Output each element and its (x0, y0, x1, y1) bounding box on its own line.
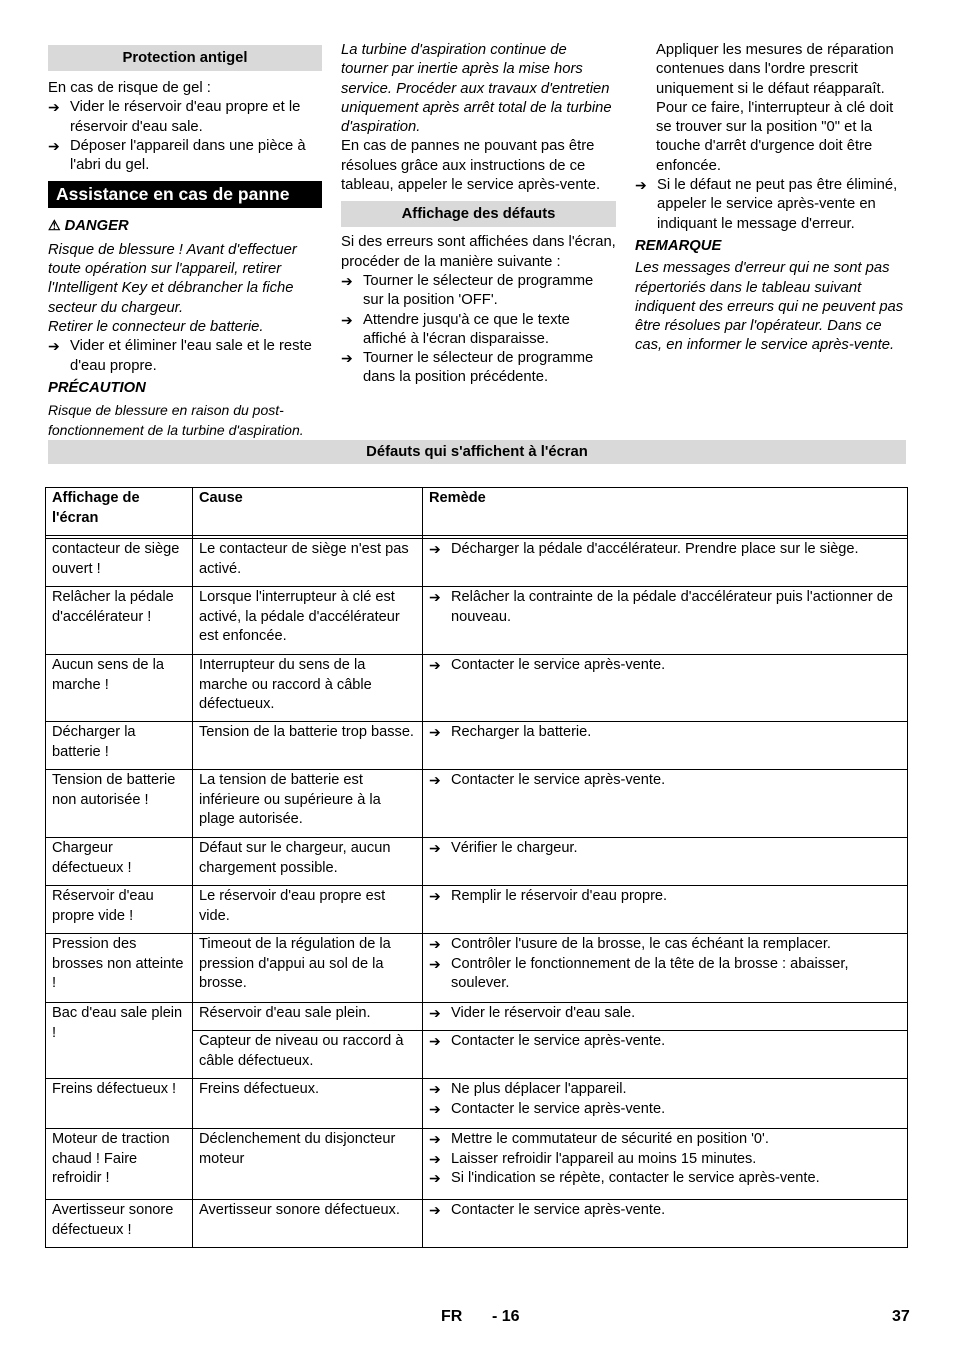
cell-cause: Le réservoir d'eau propre est vide. (193, 886, 423, 934)
header-remedy: Remède (423, 488, 908, 536)
frost-intro: En cas de risque de gel : (48, 80, 211, 96)
service-text: En cas de pannes ne pouvant pas être résolues grâce aux instructions de ce tableau, appeler le service après-vente. (341, 138, 601, 194)
cell-remedy: ➔ Recharger la batterie. (423, 722, 908, 770)
cell-remedy: ➔ Relâcher la contrainte de la pédale d'accélérateur puis l'actionner de nouveau. (423, 587, 908, 655)
cell-display: Avertisseur sonore défectueux ! (46, 1200, 193, 1248)
table-row (46, 1079, 908, 1129)
arrow-icon: ➔ (341, 272, 353, 289)
note-text: Les messages d'erreur qui ne sont pas répertoriés dans le tableau suivant indiquent des erreurs qui ne peuvent pas être résolues par l'opérateur. Dans ce cas, en informer le service après-vente. (635, 260, 904, 354)
column-left (48, 40, 322, 440)
header-display: Affichage de l'écran (46, 488, 193, 536)
arrow-icon: ➔ (429, 589, 441, 605)
arrow-icon: ➔ (429, 657, 441, 673)
cell-cause: Avertisseur sonore défectueux. (193, 1200, 423, 1248)
cell-cause: Le contacteur de siège n'est pas activé. (193, 539, 423, 587)
display-intro: Si des erreurs sont affichées dans l'écran, procéder de la manière suivante : (341, 234, 616, 270)
faults-table (45, 487, 908, 1248)
assistance-heading: Assistance en cas de panne (48, 181, 322, 208)
table-row (46, 722, 908, 770)
cell-cause: Lorsque l'interrupteur à clé est activé, la pédale d'accélérateur est enfoncée. (193, 587, 423, 655)
cell-cause: Déclenchement du disjoncteur moteur (193, 1129, 423, 1200)
arrow-icon: ➔ (341, 350, 353, 367)
table-row (46, 934, 908, 1003)
cell-remedy: ➔ Contacter le service après-vente. (423, 655, 908, 722)
column-right (635, 40, 907, 356)
cell-cause: Tension de la batterie trop basse. (193, 722, 423, 770)
arrow-icon: ➔ (429, 955, 441, 972)
arrow-icon: ➔ (429, 1081, 441, 1097)
cell-cause: Défaut sur le chargeur, aucun chargement possible. (193, 838, 423, 886)
cell-cause: La tension de batterie est inférieure ou supérieure à la plage autorisée. (193, 770, 423, 838)
cell-remedy: ➔ Ne plus déplacer l'appareil. ➔ Contacter le service après-vente. (423, 1079, 908, 1129)
cell-display: Bac d'eau sale plein ! (46, 1003, 193, 1079)
cell-remedy: ➔ Contacter le service après-vente. (423, 770, 908, 838)
cell-cause: Capteur de niveau ou raccord à câble défectueux. (193, 1031, 423, 1079)
arrow-icon: ➔ (429, 1170, 441, 1186)
cell-display: Pression des brosses non atteinte ! (46, 934, 193, 1003)
danger-heading: ⚠ DANGER (48, 217, 129, 235)
table-row (46, 1129, 908, 1200)
cell-remedy: ➔ Contacter le service après-vente. (423, 1200, 908, 1248)
arrow-icon: ➔ (48, 338, 60, 355)
arrow-icon: ➔ (429, 772, 441, 788)
cell-cause: Interrupteur du sens de la marche ou raccord à câble défectueux. (193, 655, 423, 722)
table-row (46, 655, 908, 722)
cell-remedy: ➔ Remplir le réservoir d'eau propre. (423, 886, 908, 934)
frost-step-2: ➔ Déposer l'appareil dans une pièce à l'abri du gel. (48, 137, 306, 174)
cell-display: Relâcher la pédale d'accélérateur ! (46, 587, 193, 655)
display-step-3: ➔ Tourner le sélecteur de programme dans la position précédente. (341, 350, 594, 386)
caution-text: Risque de blessure en raison du post-fonctionnement de la turbine d'aspiration. (48, 402, 304, 438)
arrow-icon: ➔ (429, 1033, 441, 1049)
faults-table-heading: Défauts qui s'affichent à l'écran (48, 440, 906, 464)
display-step-2: ➔ Attendre jusqu'à ce que le texte affiché à l'écran disparaisse. (341, 311, 570, 347)
cell-display: Tension de batterie non autorisée ! (46, 770, 193, 838)
danger-step: ➔ Vider et éliminer l'eau sale et le reste d'eau propre. (48, 338, 312, 374)
footer-page-number: 37 (892, 1308, 910, 1325)
cell-cause: Timeout de la régulation de la pression d'appui au sol de la brosse. (193, 934, 423, 1003)
cell-remedy: ➔ Décharger la pédale d'accélérateur. Prendre place sur le siège. (423, 539, 908, 587)
footer-lang: FR (441, 1308, 463, 1325)
cell-display: contacteur de siège ouvert ! (46, 539, 193, 587)
arrow-icon: ➔ (429, 541, 441, 557)
repair-step: ➔ Si le défaut ne peut pas être éliminé, appeler le service après-vente en indiquant le message d'erreur. (635, 177, 898, 232)
cell-remedy: ➔ Mettre le commutateur de sécurité en position '0'. ➔ Laisser refroidir l'appareil au moins 15 minutes. ➔ Si l'indication se répète, contacter le service après-vente. (423, 1129, 908, 1200)
display-step-1: ➔ Tourner le sélecteur de programme sur la position 'OFF'. (341, 272, 594, 309)
cell-cause: Freins défectueux. (193, 1079, 423, 1129)
arrow-icon: ➔ (48, 99, 60, 116)
cell-cause: Réservoir d'eau sale plein. (193, 1003, 423, 1031)
column-middle (341, 40, 616, 388)
arrow-icon: ➔ (429, 1202, 441, 1218)
table-row (46, 1200, 908, 1248)
cell-display: Décharger la batterie ! (46, 722, 193, 770)
arrow-icon: ➔ (429, 1150, 441, 1167)
cell-display: Aucun sens de la marche ! (46, 655, 193, 722)
danger-text-2: Retirer le connecteur de batterie. (48, 318, 264, 335)
arrow-icon: ➔ (429, 888, 441, 904)
table-row (46, 886, 908, 934)
arrow-icon: ➔ (429, 1100, 441, 1117)
cell-display: Chargeur défectueux ! (46, 838, 193, 886)
footer-section-page: - 16 (492, 1308, 520, 1325)
arrow-icon: ➔ (429, 1131, 441, 1147)
turbine-note: La turbine d'aspiration continue de tourner par inertie après la mise hors service. Procéder aux travaux d'entretien uniquement après arrêt total de la turbine d'aspiration. (341, 42, 612, 136)
note-heading: REMARQUE (635, 237, 722, 254)
cell-display: Moteur de traction chaud ! Faire refroidir ! (46, 1129, 193, 1200)
arrow-icon: ➔ (635, 177, 647, 194)
arrow-icon: ➔ (429, 840, 441, 856)
display-faults-heading: Affichage des défauts (341, 201, 616, 227)
arrow-icon: ➔ (48, 137, 60, 154)
cell-remedy: ➔ Contrôler l'usure de la brosse, le cas échéant la remplacer. ➔ Contrôler le fonctionnement de la tête de la brosse : abaisser, soulever. (423, 934, 908, 1003)
cell-display: Freins défectueux ! (46, 1079, 193, 1129)
header-cause: Cause (193, 488, 423, 536)
arrow-icon: ➔ (429, 1005, 441, 1021)
frost-step-1: ➔ Vider le réservoir d'eau propre et le réservoir d'eau sale. (48, 99, 301, 135)
arrow-icon: ➔ (429, 724, 441, 740)
cell-remedy: ➔ Vérifier le chargeur. (423, 838, 908, 886)
cell-remedy: ➔ Vider le réservoir d'eau sale. (423, 1003, 908, 1031)
arrow-icon: ➔ (429, 936, 441, 952)
repair-text: Appliquer les mesures de réparation contenues dans l'ordre prescrit uniquement si le défaut réapparaît. Pour ce faire, l'interrupteur à clé doit se trouver sur la position "0" et la touche d'arrêt d'urgence doit être enfoncée. (656, 42, 894, 174)
cell-display: Réservoir d'eau propre vide ! (46, 886, 193, 934)
cell-remedy: ➔ Contacter le service après-vente. (423, 1031, 908, 1079)
table-header-row (46, 488, 908, 536)
arrow-icon: ➔ (341, 311, 353, 328)
table-row (46, 587, 908, 655)
table-row (46, 770, 908, 838)
warning-triangle-icon: ⚠ (48, 217, 61, 234)
table-row (46, 838, 908, 886)
caution-heading: PRÉCAUTION (48, 379, 146, 396)
table-row (46, 1003, 908, 1031)
frost-protection-heading: Protection antigel (48, 45, 322, 71)
table-row (46, 539, 908, 587)
danger-text: Risque de blessure ! Avant d'effectuer toute opération sur l'appareil, retirer l'Intelligent Key et débrancher la fiche secteur du chargeur. (48, 241, 297, 316)
